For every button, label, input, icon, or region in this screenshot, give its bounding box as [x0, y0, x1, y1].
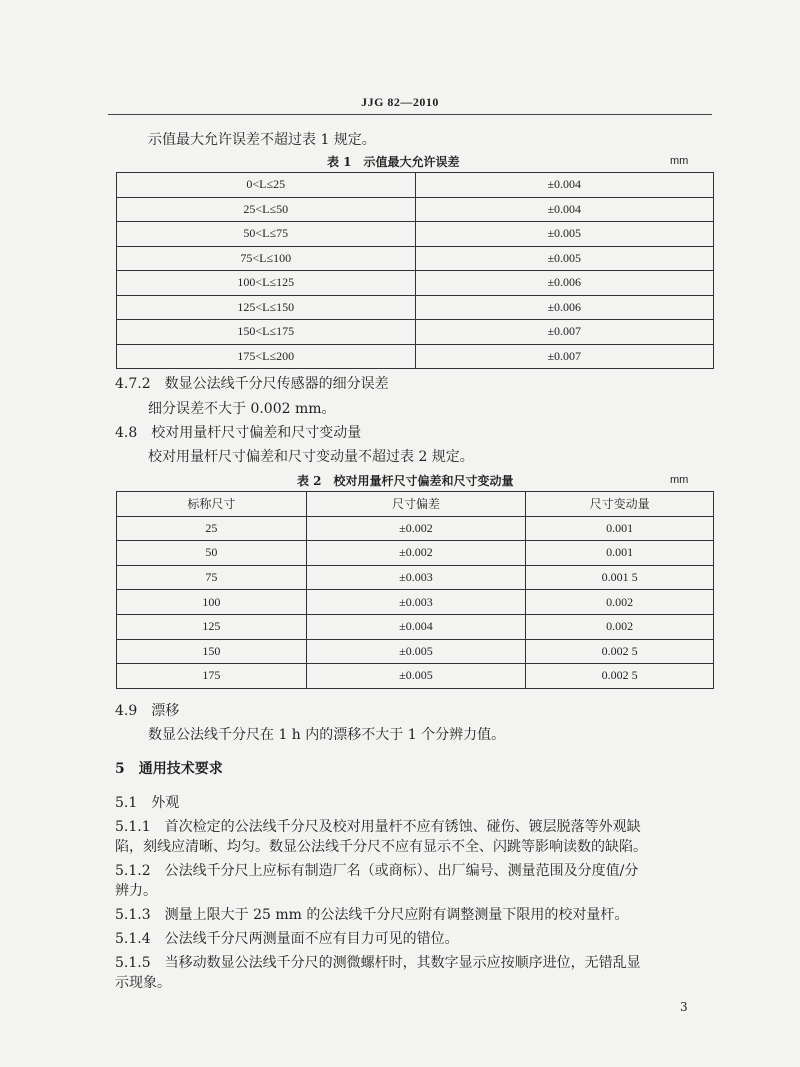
- table2-header-deviation: 尺寸偏差: [306, 492, 526, 517]
- table2-cell-variation: 0.002: [526, 590, 714, 615]
- section-5-1-4: 5.1.4 公法线千分尺两测量面不应有目力可见的错位。: [115, 931, 459, 947]
- table1-cell-range: 150<L≤175: [117, 320, 416, 345]
- table1-cell-mpe: ±0.006: [415, 295, 713, 320]
- table1-cell-range: 0<L≤25: [117, 173, 416, 198]
- table1-row: [117, 246, 714, 271]
- table1-row: [117, 173, 714, 198]
- table2-cell-variation: 0.001: [526, 516, 714, 541]
- table1-unit: mm: [670, 155, 689, 167]
- table2-cell-deviation: ±0.005: [306, 639, 526, 664]
- table2-cell-nominal: 50: [117, 541, 307, 566]
- table2-row: [117, 639, 714, 664]
- table1-cell-range: 175<L≤200: [117, 344, 416, 369]
- section-4-8-title: 4.8 校对用量杆尺寸偏差和尺寸变动量: [115, 425, 362, 441]
- table1-cell-mpe: ±0.005: [415, 222, 713, 247]
- table2-row: [117, 541, 714, 566]
- page-number: 3: [680, 1000, 688, 1014]
- table2-cell-variation: 0.001 5: [526, 565, 714, 590]
- table2-row: [117, 565, 714, 590]
- table2-cell-nominal: 100: [117, 590, 307, 615]
- document-header: JJG 82—2010: [361, 95, 439, 109]
- section-5-title: 5 通用技术要求: [115, 761, 223, 777]
- table2-cell-deviation: ±0.005: [306, 664, 526, 689]
- section-5-1-3: 5.1.3 测量上限大于 25 mm 的公法线千分尺应附有调整测量下限用的校对量杆。: [115, 907, 629, 923]
- table2-cell-deviation: ±0.004: [306, 614, 526, 639]
- table2-cell-variation: 0.002: [526, 614, 714, 639]
- table2-cell-nominal: 175: [117, 664, 307, 689]
- table2-row: [117, 664, 714, 689]
- table1-row: [117, 344, 714, 369]
- section-5-1-title: 5.1 外观: [115, 795, 180, 811]
- table2-cell-nominal: 75: [117, 565, 307, 590]
- table2-cell-deviation: ±0.002: [306, 541, 526, 566]
- table1-row: [117, 197, 714, 222]
- table1-cell-mpe: ±0.006: [415, 271, 713, 296]
- table1-cell-range: 75<L≤100: [117, 246, 416, 271]
- table2-cell-deviation: ±0.003: [306, 590, 526, 615]
- table2-unit: mm: [670, 474, 689, 486]
- table1-cell-mpe: ±0.005: [415, 246, 713, 271]
- table1-row: [117, 295, 714, 320]
- table1-cell-mpe: ±0.004: [415, 197, 713, 222]
- table1-cell-range: 100<L≤125: [117, 271, 416, 296]
- section-4-8-body: 校对用量杆尺寸偏差和尺寸变动量不超过表 2 规定。: [148, 449, 474, 465]
- table2-header-row: [117, 492, 714, 517]
- section-5-1-2-line1: 5.1.2 公法线千分尺上应标有制造厂名（或商标）、出厂编号、测量范围及分度值/分: [115, 863, 639, 879]
- section-4-9-body: 数显公法线千分尺在 1 h 内的漂移不大于 1 个分辨力值。: [148, 727, 506, 743]
- header-rule: [108, 114, 712, 115]
- table2: [116, 491, 714, 689]
- table2-header-nominal: 标称尺寸: [117, 492, 307, 517]
- table1: [116, 172, 714, 369]
- section-5-1-1-line1: 5.1.1 首次检定的公法线千分尺及校对用量杆不应有锈蚀、碰伤、镀层脱落等外观缺: [115, 819, 641, 835]
- table2-cell-nominal: 150: [117, 639, 307, 664]
- table1-row: [117, 222, 714, 247]
- section-5-1-1-line2: 陷，刻线应清晰、均匀。数显公法线千分尺不应有显示不全、闪跳等影响读数的缺陷。: [115, 839, 647, 855]
- table2-cell-variation: 0.002 5: [526, 639, 714, 664]
- table2-row: [117, 614, 714, 639]
- intro-text: 示值最大允许误差不超过表 1 规定。: [148, 132, 376, 148]
- section-5-1-5-line1: 5.1.5 当移动数显公法线千分尺的测微螺杆时，其数字显示应按顺序进位，无错乱显: [115, 955, 641, 971]
- section-5-1-5-line2: 示现象。: [115, 975, 171, 991]
- table2-cell-variation: 0.001: [526, 541, 714, 566]
- table1-row: [117, 271, 714, 296]
- table1-cell-range: 50<L≤75: [117, 222, 416, 247]
- table2-cell-deviation: ±0.002: [306, 516, 526, 541]
- table2-row: [117, 590, 714, 615]
- section-4-9-title: 4.9 漂移: [115, 703, 180, 719]
- table1-row: [117, 320, 714, 345]
- section-4-7-2-body: 细分误差不大于 0.002 mm。: [148, 401, 336, 417]
- table1-cell-mpe: ±0.007: [415, 320, 713, 345]
- table2-cell-nominal: 125: [117, 614, 307, 639]
- table2-cell-deviation: ±0.003: [306, 565, 526, 590]
- section-4-7-2-title: 4.7.2 数显公法线千分尺传感器的细分误差: [115, 376, 389, 392]
- table2-cell-variation: 0.002 5: [526, 664, 714, 689]
- section-5-1-2-line2: 辨力。: [115, 883, 157, 899]
- table1-caption: 表 1 示值最大允许误差: [327, 155, 460, 169]
- table2-header-variation: 尺寸变动量: [526, 492, 714, 517]
- table2-cell-nominal: 25: [117, 516, 307, 541]
- table2-caption: 表 2 校对用量杆尺寸偏差和尺寸变动量: [297, 474, 514, 488]
- table1-cell-mpe: ±0.004: [415, 173, 713, 198]
- table1-cell-mpe: ±0.007: [415, 344, 713, 369]
- table1-cell-range: 125<L≤150: [117, 295, 416, 320]
- table2-row: [117, 516, 714, 541]
- table1-cell-range: 25<L≤50: [117, 197, 416, 222]
